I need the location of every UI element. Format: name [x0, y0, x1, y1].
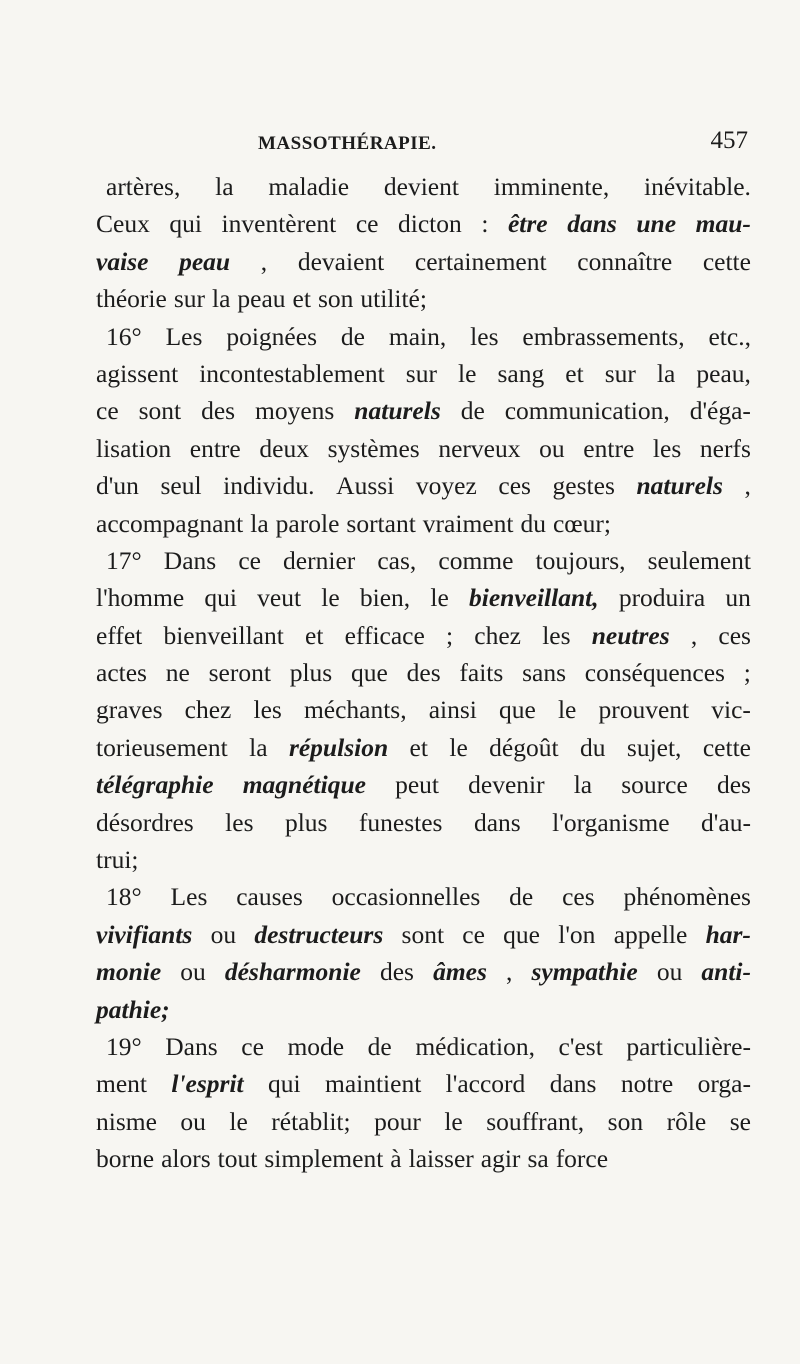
- word: sur: [604, 358, 636, 388]
- word: destructeurs: [254, 919, 384, 949]
- word: être: [507, 209, 548, 239]
- page-number: 457: [710, 127, 748, 154]
- text-line: [96, 916, 751, 953]
- word: chez: [474, 620, 521, 650]
- word: bienveillant: [163, 620, 284, 650]
- word: peut: [395, 770, 439, 800]
- word: ce: [241, 1031, 264, 1061]
- word: 16°: [106, 321, 142, 351]
- word: et: [305, 620, 324, 650]
- word: son: [607, 1106, 644, 1136]
- word: le: [458, 358, 477, 388]
- word: ,: [260, 246, 268, 276]
- paragraph: [96, 318, 751, 542]
- word: ne: [165, 658, 190, 688]
- word: cette: [702, 246, 751, 276]
- word: chez: [184, 695, 232, 725]
- word: utilité;: [360, 284, 427, 314]
- word: l'organisme: [552, 807, 670, 837]
- word: de: [340, 321, 365, 351]
- word: peau: [237, 284, 286, 314]
- word: le: [444, 1106, 463, 1136]
- word: ou: [656, 957, 683, 987]
- word: l'on: [558, 919, 596, 949]
- word: faits: [459, 658, 504, 688]
- word: ment: [96, 1069, 147, 1099]
- word: devenir: [468, 770, 545, 800]
- word: lisation: [96, 433, 172, 463]
- text-line: [96, 542, 751, 579]
- word: la: [215, 172, 234, 201]
- word: des: [716, 770, 751, 800]
- word: du: [520, 508, 546, 538]
- word: ces: [498, 471, 531, 501]
- word: que: [351, 658, 388, 688]
- word: ou: [539, 433, 565, 463]
- word: efficace: [344, 620, 425, 650]
- word: télégraphie: [96, 770, 214, 800]
- word: de: [367, 1031, 392, 1061]
- word: du: [579, 732, 606, 762]
- word: produira: [618, 583, 706, 613]
- page-header: [258, 127, 748, 163]
- word: ou: [180, 1106, 206, 1136]
- word: la: [250, 508, 269, 538]
- word: 18°: [106, 882, 142, 912]
- word: ,: [506, 957, 513, 987]
- word: alors: [161, 1144, 211, 1174]
- word: vaise: [96, 246, 149, 276]
- text-line: [96, 1140, 751, 1177]
- word: Dans: [165, 1031, 218, 1061]
- text-line: [96, 1065, 751, 1102]
- word: vic-: [711, 695, 751, 725]
- word: la: [249, 732, 268, 762]
- word: et: [565, 358, 584, 388]
- word: laisser: [408, 1144, 474, 1174]
- word: cas,: [377, 545, 417, 575]
- text-line: [96, 617, 751, 654]
- word: l'accord: [445, 1069, 526, 1099]
- word: nisme: [96, 1106, 157, 1136]
- word: 17°: [106, 545, 142, 575]
- text-line: [96, 505, 751, 542]
- word: seulement: [647, 545, 751, 575]
- word: le: [229, 1106, 248, 1136]
- word: ces: [562, 882, 595, 912]
- word: Aussi: [336, 471, 395, 501]
- word: le: [449, 732, 468, 762]
- word: borne: [96, 1144, 155, 1174]
- word: et: [292, 284, 311, 314]
- word: médication,: [415, 1031, 535, 1061]
- text-line: [96, 280, 751, 317]
- word: c'est: [558, 1031, 603, 1061]
- word: mau-: [695, 209, 751, 239]
- word: mode: [287, 1031, 345, 1061]
- word: actes: [96, 658, 147, 688]
- word: des: [406, 658, 441, 688]
- word: sans: [522, 658, 567, 688]
- word: deux: [259, 433, 309, 463]
- word: accompagnant: [96, 508, 244, 538]
- word: artères,: [106, 172, 181, 201]
- text-line: [96, 318, 751, 355]
- word: plus: [289, 658, 333, 688]
- word: que: [499, 695, 536, 725]
- word: de: [460, 396, 485, 426]
- text-line: [96, 654, 751, 691]
- word: incontestablement: [199, 358, 385, 388]
- word: qui: [268, 1069, 301, 1099]
- word: peau: [179, 246, 231, 276]
- word: magnétique: [242, 770, 366, 800]
- word: maladie: [268, 172, 350, 201]
- paragraph: [96, 542, 751, 879]
- word: occasionnelles: [331, 882, 481, 912]
- word: à: [390, 1144, 402, 1174]
- word: maintient: [324, 1069, 422, 1099]
- text-line: [96, 205, 751, 242]
- word: pathie;: [96, 994, 170, 1024]
- text-line: [96, 392, 751, 429]
- word: connaître: [577, 246, 673, 276]
- text-line: [96, 430, 751, 467]
- word: trui;: [96, 845, 139, 875]
- word: neutres: [591, 620, 670, 650]
- word: communication,: [504, 396, 670, 426]
- word: de: [509, 882, 534, 912]
- word: l'esprit: [171, 1069, 244, 1099]
- word: un: [725, 583, 751, 613]
- word: le: [321, 583, 340, 613]
- body-text: [96, 168, 751, 1178]
- word: seront: [208, 658, 271, 688]
- word: devient: [383, 172, 459, 201]
- word: sympathie: [531, 957, 638, 987]
- word: 19°: [106, 1031, 142, 1061]
- word: d'au-: [701, 807, 751, 837]
- word: ,: [744, 471, 751, 501]
- word: le: [557, 695, 577, 725]
- word: sont: [401, 919, 445, 949]
- word: sortant: [346, 508, 416, 538]
- word: source: [621, 770, 688, 800]
- word: qui: [204, 583, 237, 613]
- text-line: [96, 355, 751, 392]
- word: et: [409, 732, 428, 762]
- word: vraiment: [422, 508, 514, 538]
- word: torieusement: [96, 732, 228, 762]
- text-line: [96, 1028, 751, 1065]
- word: entre: [189, 433, 241, 463]
- word: appelle: [613, 919, 688, 949]
- word: seul: [160, 471, 202, 501]
- word: des: [201, 396, 236, 426]
- word: agir: [480, 1144, 521, 1174]
- word: naturels: [636, 471, 723, 501]
- word: agissent: [96, 358, 179, 388]
- word: :: [481, 209, 489, 239]
- word: se: [729, 1106, 751, 1136]
- text-line: [96, 991, 751, 1028]
- word: veut: [257, 583, 302, 613]
- word: notre: [620, 1069, 674, 1099]
- word: ce: [238, 545, 261, 575]
- word: sujet,: [626, 732, 682, 762]
- word: peau,: [696, 358, 751, 388]
- word: sont: [138, 396, 182, 426]
- word: har-: [705, 919, 751, 949]
- text-line: [96, 804, 751, 841]
- text-line: [96, 841, 751, 878]
- word: sang: [497, 358, 545, 388]
- word: conséquences: [584, 658, 725, 688]
- word: bien,: [359, 583, 411, 613]
- word: main,: [388, 321, 447, 351]
- word: âmes: [433, 957, 487, 987]
- word: théorie: [96, 284, 167, 314]
- word: dégoût: [489, 732, 559, 762]
- word: graves: [96, 695, 163, 725]
- word: ce: [96, 396, 119, 426]
- word: ,: [690, 620, 698, 650]
- word: les: [470, 321, 499, 351]
- word: funestes: [358, 807, 443, 837]
- word: qui: [169, 209, 202, 239]
- word: gestes: [552, 471, 615, 501]
- word: naturels: [354, 396, 441, 426]
- word: imminente,: [493, 172, 610, 201]
- word: Dans: [163, 545, 217, 575]
- word: des: [379, 957, 414, 987]
- word: dans: [549, 1069, 597, 1099]
- word: toujours,: [535, 545, 626, 575]
- word: ;: [743, 658, 751, 688]
- word: dernier: [283, 545, 356, 575]
- word: dans: [473, 807, 521, 837]
- word: tout: [217, 1144, 258, 1174]
- word: sur: [173, 284, 205, 314]
- word: désharmonie: [224, 957, 361, 987]
- word: Les: [170, 882, 208, 912]
- word: nerfs: [699, 433, 751, 463]
- word: une: [636, 209, 677, 239]
- word: souffrant,: [486, 1106, 585, 1136]
- word: ou: [180, 957, 206, 987]
- word: individu.: [223, 471, 315, 501]
- word: moyens: [255, 396, 335, 426]
- word: certainement: [414, 246, 547, 276]
- paragraph: [96, 878, 751, 1028]
- word: simplement: [264, 1144, 384, 1174]
- word: pour: [374, 1106, 421, 1136]
- word: le: [430, 583, 449, 613]
- word: inévitable.: [644, 172, 751, 201]
- word: phénomènes: [623, 882, 751, 912]
- running-title: MASSOTHÉRAPIE.: [258, 133, 437, 154]
- text-line: [96, 878, 751, 915]
- word: dans: [567, 209, 617, 239]
- word: cette: [702, 732, 751, 762]
- word: embrassements,: [522, 321, 685, 351]
- word: entre: [583, 433, 635, 463]
- word: son: [317, 284, 354, 314]
- word: particulière-: [626, 1031, 751, 1061]
- word: systèmes: [327, 433, 420, 463]
- word: monie: [96, 957, 162, 987]
- word: ;: [446, 620, 454, 650]
- text-line: [96, 243, 751, 280]
- word: Ceux: [96, 209, 150, 239]
- word: vivifiants: [96, 919, 193, 949]
- word: les: [542, 620, 571, 650]
- word: parole: [275, 508, 340, 538]
- word: l'homme: [96, 583, 185, 613]
- word: plus: [284, 807, 328, 837]
- word: devaient: [297, 246, 385, 276]
- word: ce: [462, 919, 485, 949]
- word: comme: [438, 545, 514, 575]
- word: les: [253, 695, 282, 725]
- word: ou: [210, 919, 237, 949]
- word: inventèrent: [221, 209, 337, 239]
- word: la: [211, 284, 231, 314]
- word: les: [225, 807, 254, 837]
- word: poignées: [226, 321, 317, 351]
- word: cœur;: [552, 508, 611, 538]
- word: rétablit;: [271, 1106, 351, 1136]
- word: que: [503, 919, 540, 949]
- word: les: [652, 433, 682, 463]
- word: causes: [236, 882, 303, 912]
- word: d'un: [96, 471, 139, 501]
- word: répulsion: [288, 732, 389, 762]
- paragraph: [96, 1028, 751, 1178]
- word: ces: [718, 620, 751, 650]
- word: rôle: [666, 1106, 707, 1136]
- word: force: [555, 1144, 609, 1174]
- text-line: [96, 766, 751, 803]
- word: méchants,: [303, 695, 407, 725]
- word: d'éga-: [689, 396, 751, 426]
- word: effet: [96, 620, 143, 650]
- text-line: [96, 953, 751, 990]
- word: sur: [405, 358, 437, 388]
- word: prouvent: [598, 695, 690, 725]
- word: voyez: [415, 471, 477, 501]
- word: dicton: [398, 209, 462, 239]
- paragraph: [96, 168, 751, 318]
- word: anti-: [701, 957, 751, 987]
- text-line: [96, 1103, 751, 1140]
- word: sa: [527, 1144, 549, 1174]
- word: Les: [165, 321, 203, 351]
- word: la: [573, 770, 593, 800]
- word: nerveux: [438, 433, 521, 463]
- text-line: [96, 691, 751, 728]
- text-line: [96, 579, 751, 616]
- word: orga-: [697, 1069, 751, 1099]
- word: ce: [355, 209, 379, 239]
- word: bienveillant,: [468, 583, 599, 613]
- text-line: [96, 467, 751, 504]
- word: ainsi: [428, 695, 477, 725]
- word: etc.,: [708, 321, 751, 351]
- text-line: [96, 168, 751, 205]
- word: désordres: [96, 807, 194, 837]
- text-line: [96, 729, 751, 766]
- word: la: [656, 358, 676, 388]
